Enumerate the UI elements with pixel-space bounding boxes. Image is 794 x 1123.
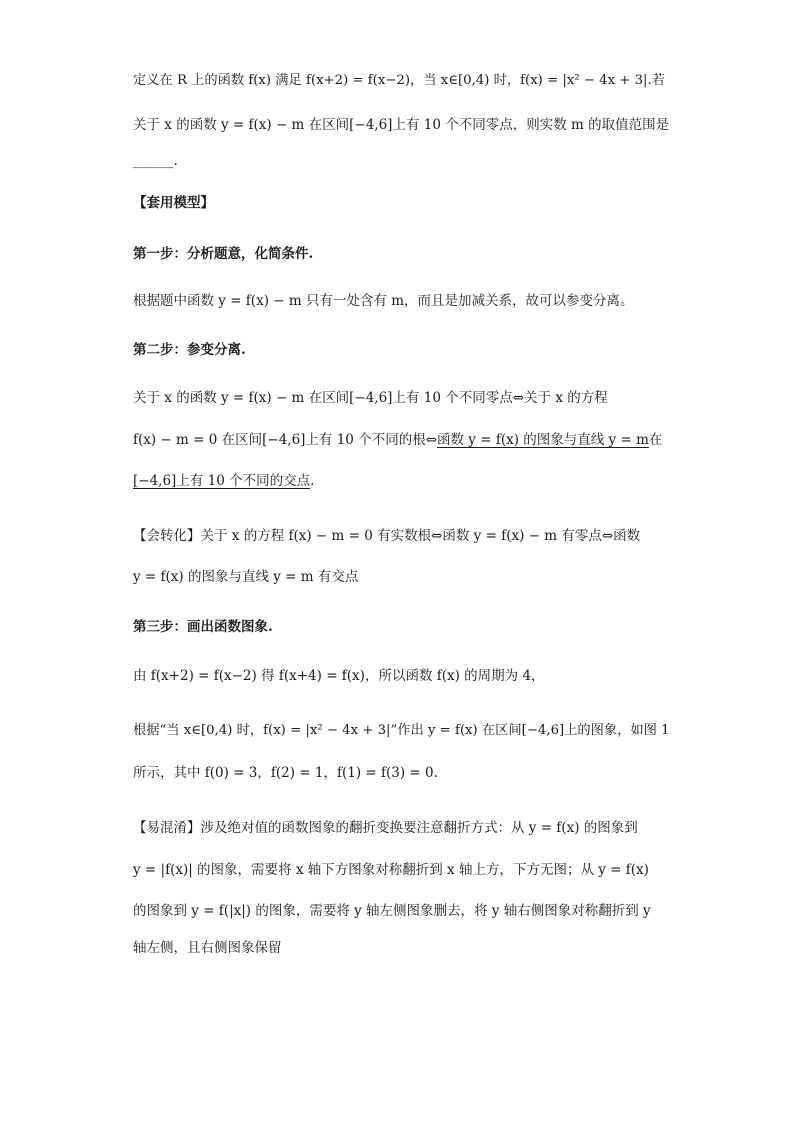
confuse-tip-line-1: 【易混淆】涉及绝对值的函数图象的翻折变换要注意翻折方式：从 y = f(x) 的图象到 [133, 820, 638, 836]
step2-title: 第二步：参变分离. [133, 342, 246, 358]
problem-answer-blank: ______. [133, 153, 178, 169]
confuse-tip-line-3: 的图象到 y = f(|x|) 的图象，需要将 y 轴左侧图象删去，将 y 轴右侧图象对称翻折到 y [133, 903, 651, 919]
step1-text: 根据题中函数 y = f(x) − m 只有一处含有 m，而且是加减关系，故可以参变分离。 [133, 293, 634, 309]
step3-title: 第三步：画出函数图象. [133, 619, 273, 635]
step3-line-3: 所示，其中 f(0) = 3，f(2) = 1，f(1) = f(3) = 0. [133, 765, 438, 781]
step3-line-1: 由 f(x+2) = f(x−2) 得 f(x+4) = f(x)，所以函数 f(x) 的周期为 4， [133, 668, 545, 684]
step2-line-1: 关于 x 的函数 y = f(x) − m 在区间[−4,6]上有 10 个不同零点⇔关于 x 的方程 [133, 390, 608, 406]
confuse-tip-line-4: 轴左侧，且右侧图象保留 [133, 940, 282, 956]
step2-line-3-end: . [310, 473, 315, 489]
step2-line-2-c: 在 [648, 432, 663, 448]
problem-line-2: 关于 x 的函数 y = f(x) − m 在区间[−4,6]上有 10 个不同零点，则实数 m 的取值范围是 [133, 117, 670, 133]
step2-line-2 [133, 430, 662, 450]
confuse-tip-line-2: y = |f(x)| 的图象，需要将 x 轴下方图象对称翻折到 x 轴上方，下方无图；从 y = f(x) [133, 862, 649, 878]
step2-line-3-underlined: [−4,6]上有 10 个不同的交点 [133, 473, 311, 489]
step2-line-3 [133, 471, 314, 491]
step1-title: 第一步：分析题意，化简条件. [133, 246, 314, 262]
transform-tip-line-2: y = f(x) 的图象与直线 y = m 有交点 [133, 569, 359, 585]
transform-tip-line-1: 【会转化】关于 x 的方程 f(x) − m = 0 有实数根⇔函数 y = f(x) − m 有零点⇔函数 [133, 528, 641, 544]
model-heading: 【套用模型】 [133, 195, 214, 211]
step3-line-2: 根据“当 x∈[0,4) 时，f(x) = |x² − 4x + 3|”作出 y = f(x) 在区间[−4,6]上的图象，如图 1 [133, 723, 670, 738]
step2-line-2-a: f(x) − m = 0 在区间[−4,6]上有 10 个不同的根⇔ [133, 432, 438, 448]
step2-line-2-underlined: 函数 y = f(x) 的图象与直线 y = m [437, 432, 649, 448]
problem-line-1: 定义在 R 上的函数 f(x) 满足 f(x+2) = f(x−2)，当 x∈[0,4) 时，f(x) = |x² − 4x + 3|.若 [133, 73, 665, 88]
